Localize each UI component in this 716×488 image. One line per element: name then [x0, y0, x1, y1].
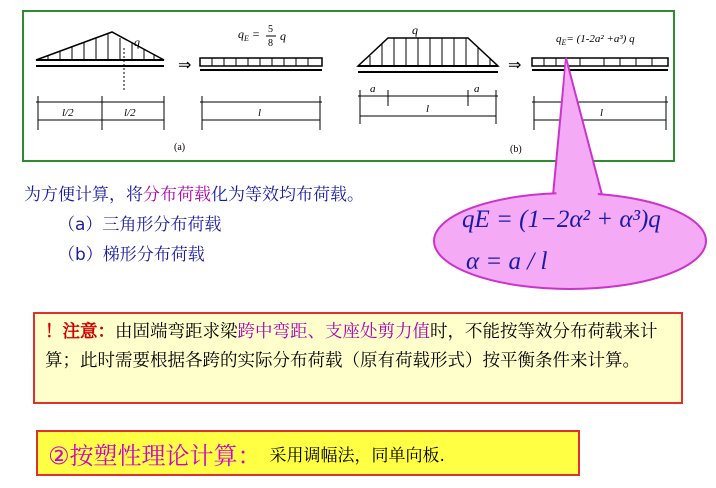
a-eq-q: q [280, 29, 286, 43]
b-arrow: ⇒ [508, 57, 522, 74]
a-span-label: l [258, 107, 262, 119]
plastic-body: 采用调幅法，同单向板. [269, 445, 445, 466]
intro-text: 为方便计算，将分布荷载化为等效均布荷载。 [24, 185, 364, 205]
b-caption: (b) [510, 144, 522, 155]
a-load-label: q [134, 35, 140, 49]
case-a-text: （a）三角形分布荷载 [58, 215, 222, 235]
a-caption: (a) [174, 142, 186, 153]
b-dim-l: l [426, 103, 430, 115]
a-eq-label: $q_E$ = [238, 27, 260, 43]
plastic-title: ②按塑性理论计算： [48, 441, 262, 470]
b-eq-label: $q_E= (1-2a^2 +a^3)$ q [556, 33, 635, 47]
a-frac-den: 8 [268, 38, 273, 49]
a-frac-num: 5 [268, 24, 273, 35]
a-arrow: ⇒ [178, 57, 192, 74]
warning-label: ！注意： [45, 322, 115, 342]
case-b-text: （b）梯形分布荷载 [58, 245, 205, 265]
b-dim-a-left: a [370, 83, 376, 95]
note-box: ！注意：由固端弯距求梁跨中弯距、支座处剪力值时，不能按等效分布荷载来计算；此时需要根据各跨的实际分布荷载（原有荷载形式）按平衡条件来计算。 [33, 312, 683, 404]
formula-alpha: α = a / l [466, 248, 548, 275]
b-load-label: q [412, 23, 418, 37]
formula-qe: qE = (1−2α² + α³)q [462, 206, 661, 233]
a-dim-left: l/2 [62, 107, 74, 119]
a-dim-right: l/2 [124, 107, 136, 119]
b-dim-a-right: a [474, 83, 480, 95]
b-span-label: l [600, 107, 604, 119]
plastic-theory-box [36, 430, 580, 476]
